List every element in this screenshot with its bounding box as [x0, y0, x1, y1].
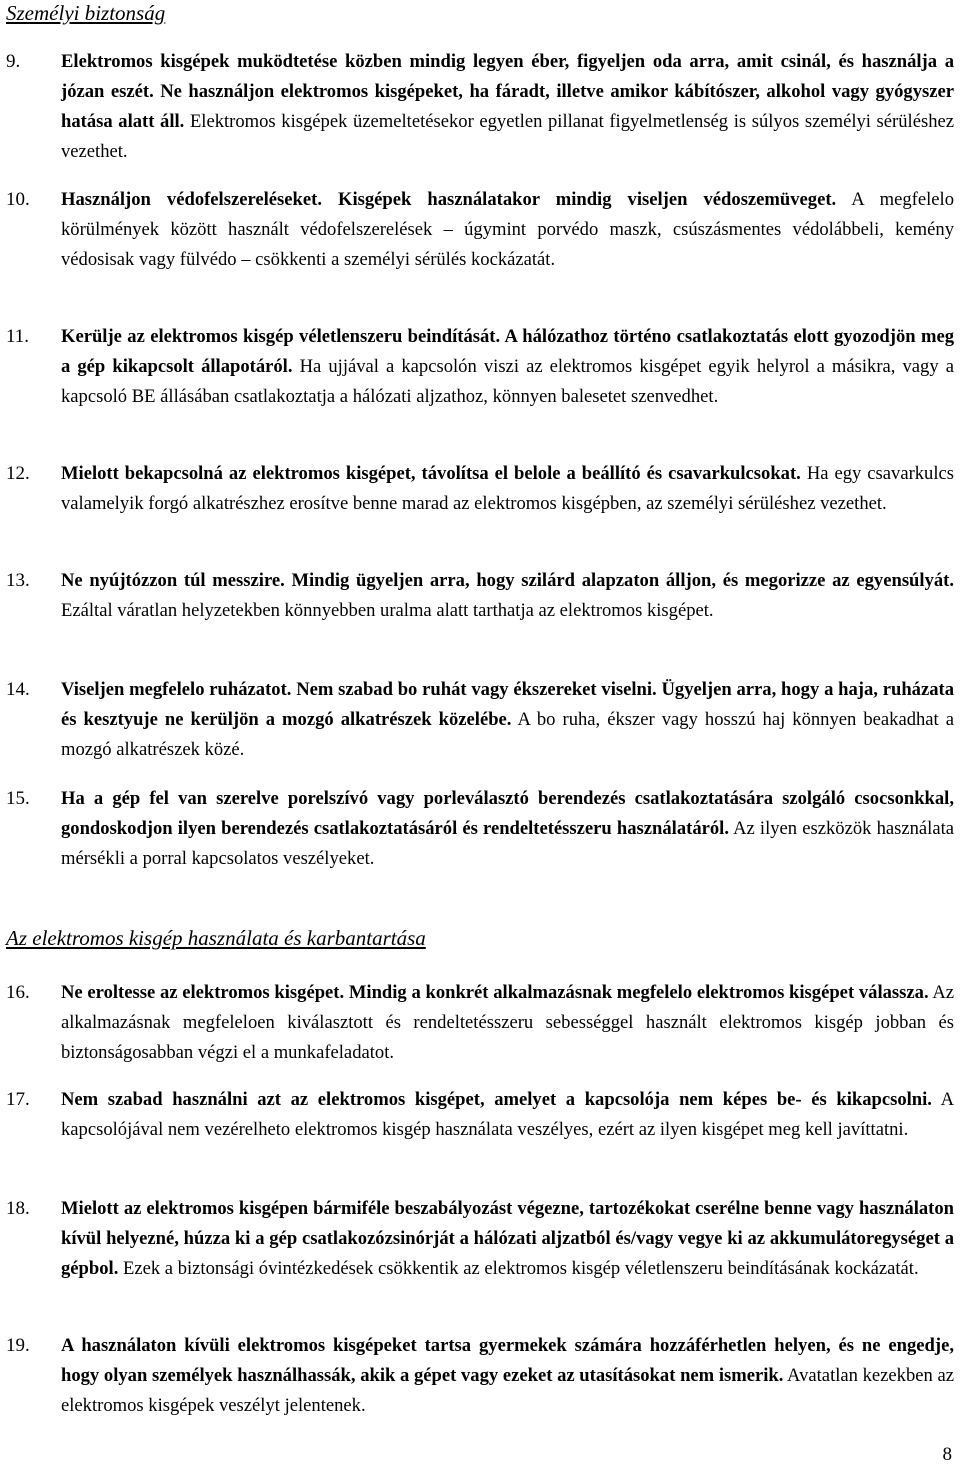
- item-bold-text: Ne nyújtózzon túl messzire. Mindig ügyeljen arra, hogy szilárd alapzaton álljon, és megorizze az egyensúlyát.: [61, 570, 954, 591]
- list-item-11: [6, 322, 954, 412]
- item-text: Elektromos kisgépek üzemeltetésekor egyetlen pillanat figyelmetlenség is súlyos személyi sérüléshez vezethet.: [61, 111, 954, 162]
- item-text: Ha ujjával a kapcsolón viszi az elektromos kisgépet egyik helyrol a másikra, vagy a kapcsoló BE állásában csatlakoztatja a hálózati aljzathoz, könnyen balesetet szenvedhet.: [61, 356, 954, 407]
- list-item-14: [6, 675, 954, 765]
- item-body: [61, 185, 954, 275]
- item-number: 18.: [6, 1198, 30, 1219]
- page-number: 8: [942, 1444, 952, 1465]
- item-bold-text: Ne eroltesse az elektromos kisgépet. Mindig a konkrét alkalmazásnak megfelelo elektromos kisgépet válassza.: [61, 982, 929, 1003]
- item-number: 15.: [6, 788, 30, 809]
- item-body: [61, 459, 954, 519]
- list-item-10: [6, 185, 954, 275]
- item-number: 9.: [6, 51, 21, 72]
- item-body: [61, 675, 954, 765]
- section-title-usage-maintenance: Az elektromos kisgép használata és karbantartása: [6, 926, 426, 950]
- item-number: 10.: [6, 189, 30, 210]
- item-text: A kapcsolójával nem vezérelheto elektromos kisgép használata veszélyes, ezért az ilyen kisgépet meg kell javíttatni.: [61, 1089, 954, 1140]
- item-number: 16.: [6, 982, 30, 1003]
- item-text: Avatatlan kezekben az elektromos kisgépek veszélyt jelentenek.: [61, 1365, 954, 1416]
- item-bold-text: Mielott az elektromos kisgépen bármiféle beszabályozást végezne, tartozékokat cserélne benne vagy használaton kívül helyezné, húzza ki a gép csatlakozózsinórját a hálózati aljzatból és/vagy vegye ki az akkumulátoregységet a gépbol.: [61, 1198, 954, 1279]
- item-bold-text: Kerülje az elektromos kisgép véletlenszeru beindítását. A hálózathoz történo csatlakoztatás elott gyozodjön meg a gép kikapcsolt állapotáról.: [61, 326, 954, 377]
- list-item-18: [6, 1194, 954, 1284]
- item-text: Az ilyen eszközök használata mérsékli a porral kapcsolatos veszélyeket.: [61, 818, 954, 869]
- item-body: [61, 322, 954, 412]
- item-body: [61, 1331, 954, 1421]
- list-item-17: [6, 1085, 954, 1145]
- item-bold-text: Viseljen megfelelo ruházatot. Nem szabad bo ruhát vagy ékszereket viselni. Ügyeljen arra, hogy a haja, ruházata és kesztyuje ne kerüljön a mozgó alkatrészek közelébe.: [61, 679, 954, 730]
- item-bold-text: Nem szabad használni azt az elektromos kisgépet, amelyet a kapcsolója nem képes be- és kikapcsolni.: [61, 1089, 932, 1110]
- item-bold-text: Használjon védofelszereléseket. Kisgépek használatakor mindig viseljen védoszemüveget.: [61, 189, 837, 210]
- item-bold-text: Ha a gép fel van szerelve porelszívó vagy porleválasztó berendezés csatlakoztatására szolgáló csocsonkkal, gondoskodjon ilyen berendezés csatlakoztatásáról és rendeltetésszeru használatáról.: [61, 788, 954, 839]
- item-number: 19.: [6, 1335, 30, 1356]
- list-item-19: [6, 1331, 954, 1421]
- item-text: A megfelelo körülmények között használt védofelszerelések – úgymint porvédo maszk, csúszásmentes védolábbeli, kemény védosisak vagy fülvédo – csökkenti a személyi sérülés kockázatát.: [61, 189, 954, 270]
- item-body: [61, 1085, 954, 1145]
- item-body: [61, 1194, 954, 1284]
- item-number: 13.: [6, 570, 30, 591]
- list-item-15: [6, 784, 954, 874]
- item-number: 17.: [6, 1089, 30, 1110]
- item-body: [61, 784, 954, 874]
- item-body: [61, 978, 954, 1068]
- item-text: A bo ruha, ékszer vagy hosszú haj könnyen beakadhat a mozgó alkatrészek közé.: [61, 709, 954, 760]
- item-number: 14.: [6, 679, 30, 700]
- item-text: Az alkalmazásnak megfeleloen kiválasztott és rendeltetésszeru sebességgel használt elektromos kisgép jobban és biztonságosabban végzi el a munkafeladatot.: [61, 982, 954, 1063]
- item-bold-text: A használaton kívüli elektromos kisgépeket tartsa gyermekek számára hozzáférhetlen helyen, és ne engedje, hogy olyan személyek használhassák, akik a gépet vagy ezeket az utasításokat nem ismerik.: [61, 1335, 954, 1386]
- item-number: 12.: [6, 463, 30, 484]
- list-item-9: [6, 47, 954, 167]
- item-body: [61, 566, 954, 626]
- list-item-12: [6, 459, 954, 519]
- item-body: [61, 47, 954, 167]
- item-number: 11.: [6, 326, 30, 347]
- item-text: Ezáltal váratlan helyzetekben könnyebben uralma alatt tarthatja az elektromos kisgépet.: [61, 600, 714, 621]
- section-title-personal-safety: Személyi biztonság: [6, 1, 166, 25]
- list-item-16: [6, 978, 954, 1068]
- item-bold-text: Mielott bekapcsolná az elektromos kisgépet, távolítsa el belole a beállító és csavarkulcsokat.: [61, 463, 801, 484]
- item-text: Ha egy csavarkulcs valamelyik forgó alkatrészhez erosítve benne marad az elektromos kisgépben, az személyi sérüléshez vezethet.: [61, 463, 955, 514]
- list-item-13: [6, 566, 954, 626]
- item-bold-text: Elektromos kisgépek muködtetése közben mindig legyen éber, figyeljen oda arra, amit csinál, és használja a józan eszét. Ne használjon elektromos kisgépeket, ha fáradt, illetve amikor kábítószer, alkohol vagy gyógyszer hatása alatt áll.: [61, 51, 954, 132]
- item-text: Ezek a biztonsági óvintézkedések csökkentik az elektromos kisgép véletlenszeru beindításának kockázatát.: [123, 1258, 919, 1279]
